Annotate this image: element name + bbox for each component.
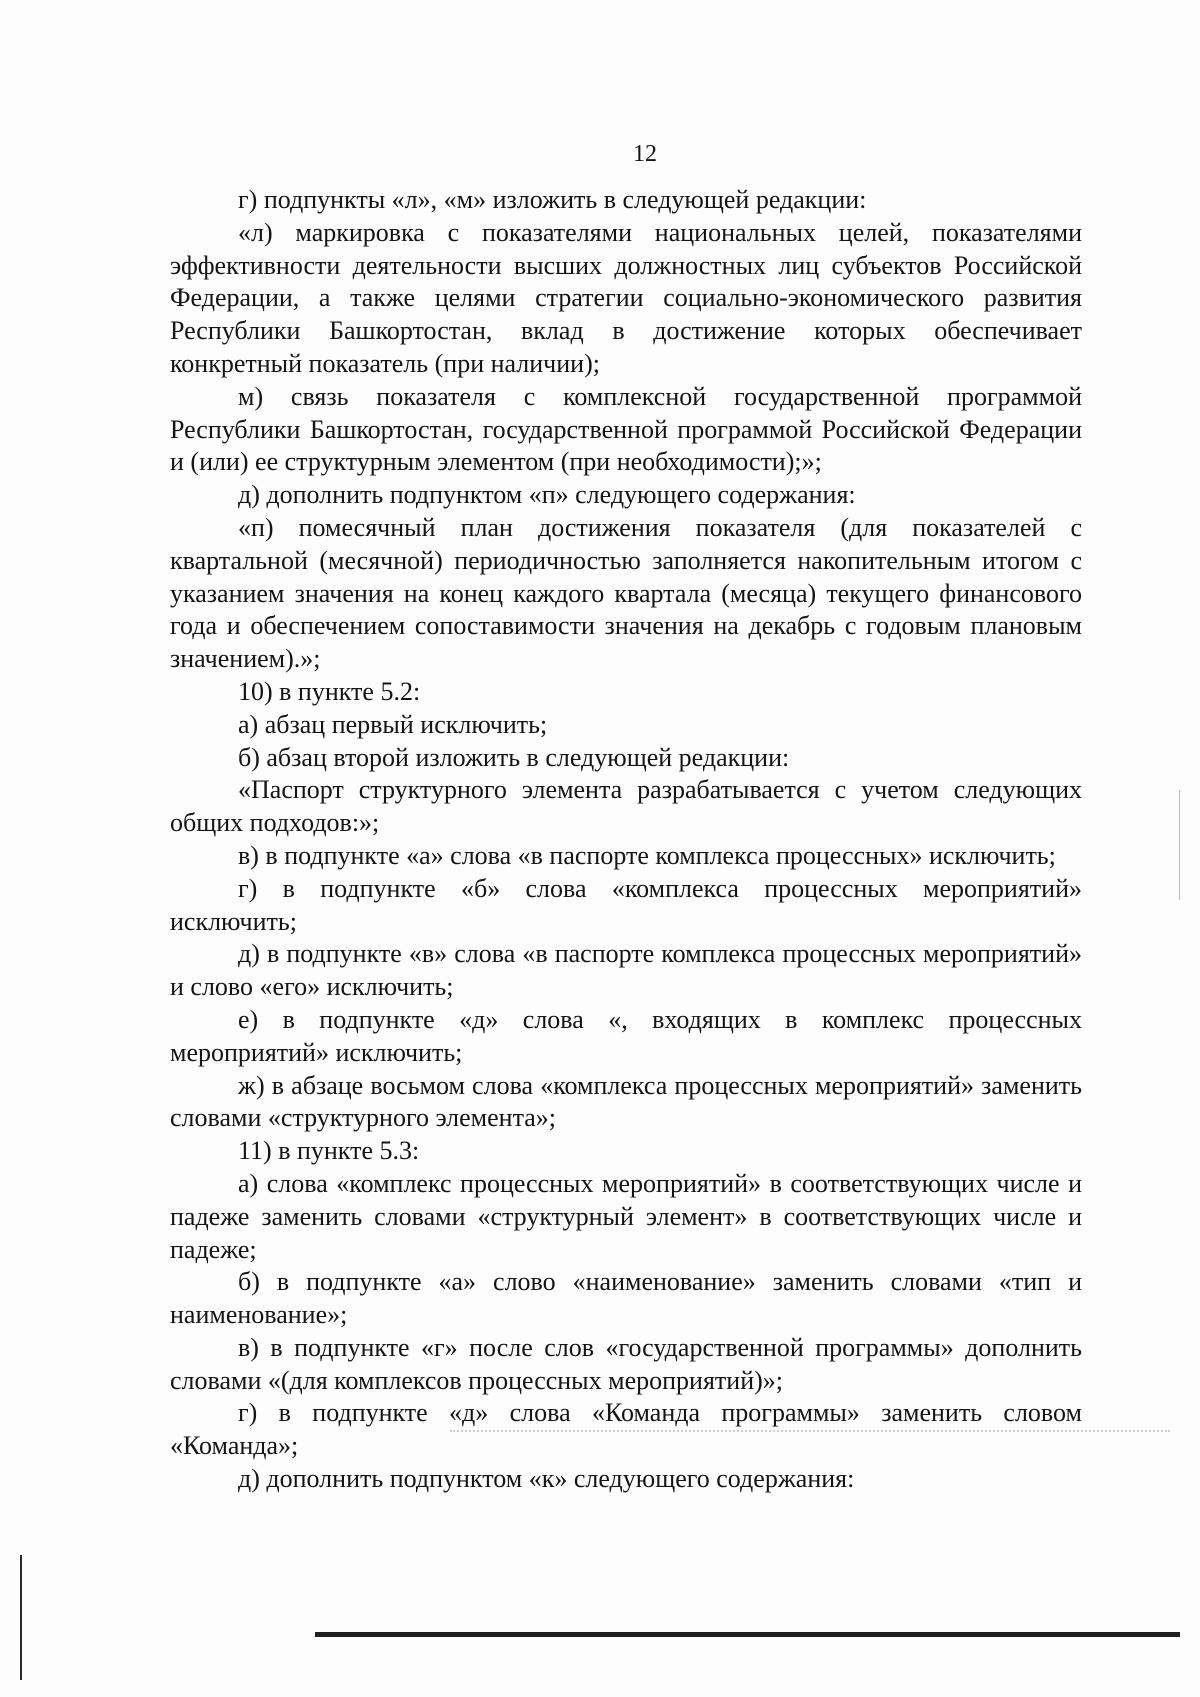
paragraph-10a: а) абзац первый исключить;: [238, 709, 548, 739]
paragraph-m-link: м) связь показателя с комплексной государственной программой Республики Башкортостан, государственной программой Российской Федерации и (или) ее структурным элементом (при необходимости);»;: [170, 381, 1082, 477]
scan-artifact-right-edge: [1179, 790, 1180, 900]
paragraph-l-marking: «л) маркировка с показателями национальных целей, показателями эффективности деятельности высших должностных лиц субъектов Российской Федерации, а также целями стратегии социально-экономического развития Республики Башкортостан, вклад в достижение которых обеспечивает конкретный показатель (при наличии);: [170, 217, 1082, 378]
paragraph-10d: д) в подпункте «в» слова «в паспорте комплекса процессных мероприятий» и слово «его» исключить;: [170, 939, 1082, 1002]
paragraph-10e: е) в подпункте «д» слова «, входящих в комплекс процессных мероприятий» исключить;: [170, 1004, 1082, 1067]
paragraph-10b: б) абзац второй изложить в следующей редакции:: [238, 742, 790, 772]
document-body: [170, 184, 1082, 1496]
paragraph-10v: в) в подпункте «а» слова «в паспорте комплекса процессных» исключить;: [238, 840, 1056, 870]
paragraph-11v: в) в подпункте «г» после слов «государственной программы» дополнить словами «(для комплексов процессных мероприятий)»;: [170, 1332, 1082, 1395]
paragraph-item-11: 11) в пункте 5.3:: [238, 1136, 420, 1166]
paragraph-10g: г) в подпункте «б» слова «комплекса процессных мероприятий» исключить;: [170, 873, 1082, 936]
paragraph-item-10: 10) в пункте 5.2:: [238, 676, 421, 706]
paragraph-passport: «Паспорт структурного элемента разрабатывается с учетом следующих общих подходов:»;: [170, 775, 1082, 838]
paragraph-11d: д) дополнить подпунктом «к» следующего содержания:: [238, 1464, 855, 1494]
scan-artifact-bottom-bar: [315, 1632, 1180, 1637]
paragraph-g-subpoints: г) подпункты «л», «м» изложить в следующей редакции:: [238, 185, 867, 214]
paragraph-11g: г) в подпункте «д» слова «Команда программы» заменить словом «Команда»;: [170, 1398, 1082, 1461]
paragraph-11a: а) слова «комплекс процессных мероприятий» в соответствующих числе и падеже заменить словами «структурный элемент» в соответствующих числе и падеже;: [170, 1168, 1082, 1264]
paragraph-p-monthly-plan: «п) помесячный план достижения показателя (для показателей с квартальной (месячной) периодичностью заполняется накопительным итогом с указанием значения на конец каждого квартала (месяца) текущего финансового года и обеспечением сопоставимости значения на декабрь с годовым плановым значением).»;: [170, 512, 1082, 674]
paragraph-11b: б) в подпункте «а» слово «наименование» заменить словами «тип и наименование»;: [170, 1267, 1082, 1330]
paragraph-10zh: ж) в абзаце восьмом слова «комплекса процессных мероприятий» заменить словами «структурного элемента»;: [170, 1070, 1082, 1133]
scan-artifact-left-edge: [20, 1555, 22, 1680]
scan-artifact-dots: [450, 1430, 1170, 1432]
paragraph-d-add-p: д) дополнить подпунктом «п» следующего содержания:: [238, 480, 856, 510]
page-number: 12: [633, 141, 657, 167]
